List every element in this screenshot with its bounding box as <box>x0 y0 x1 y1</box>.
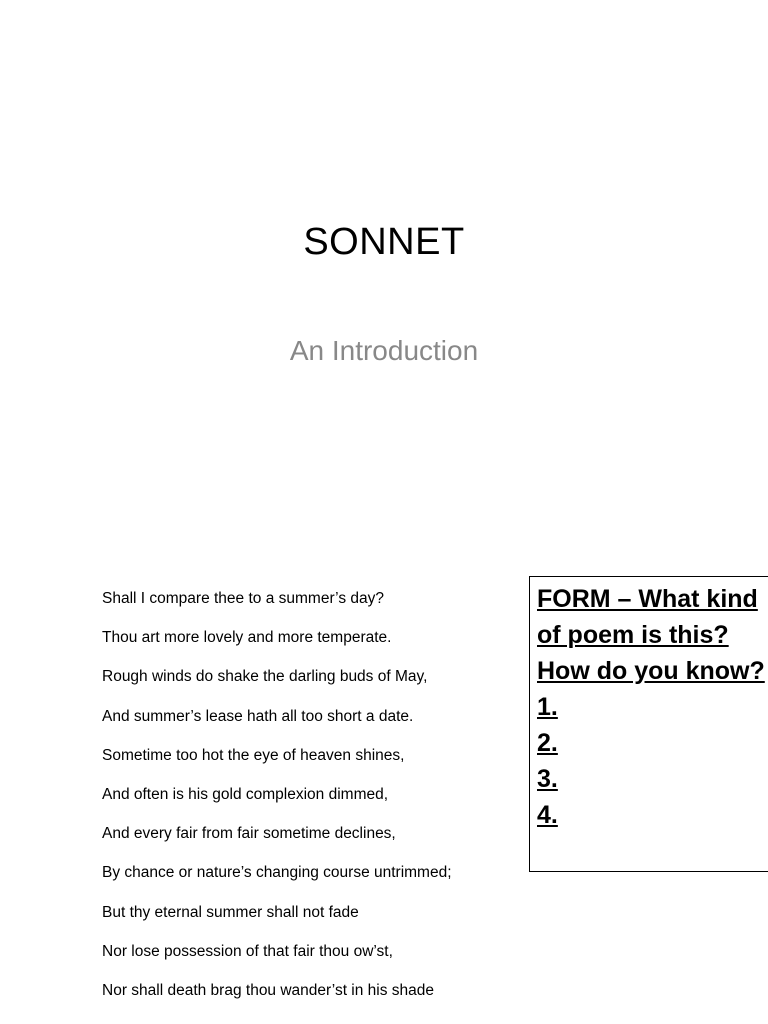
poem-line: Sometime too hot the eye of heaven shines, <box>102 746 405 764</box>
slide-subtitle: An Introduction <box>289 335 479 366</box>
poem-line: Thou art more lovely and more temperate. <box>102 629 392 647</box>
poem-line: By chance or nature’s changing course untrimmed; <box>102 864 452 882</box>
form-answer-item: 3. <box>537 765 558 793</box>
form-answer-list <box>537 689 768 833</box>
form-answer-item: 1. <box>537 693 558 721</box>
form-question: FORM – What kind of poem is this? How do you know? <box>537 585 765 685</box>
form-answer-item: 2. <box>537 729 558 757</box>
form-question-box <box>529 576 768 872</box>
poem-line: And often is his gold complexion dimmed, <box>102 785 389 803</box>
poem-line: And every fair from fair sometime declines, <box>102 825 396 843</box>
poem-line: Rough winds do shake the darling buds of May, <box>102 668 428 686</box>
poem-text <box>102 586 452 1017</box>
poem-line: Nor lose possession of that fair thou ow’st, <box>102 942 393 960</box>
poem-line: Nor shall death brag thou wander’st in his shade <box>102 981 435 999</box>
slide-title: SONNET <box>303 221 465 263</box>
poem-line: But thy eternal summer shall not fade <box>102 903 359 921</box>
poem-line: And summer’s lease hath all too short a date. <box>102 707 414 725</box>
form-answer-item: 4. <box>537 801 558 829</box>
poem-line: Shall I compare thee to a summer’s day? <box>102 590 385 607</box>
